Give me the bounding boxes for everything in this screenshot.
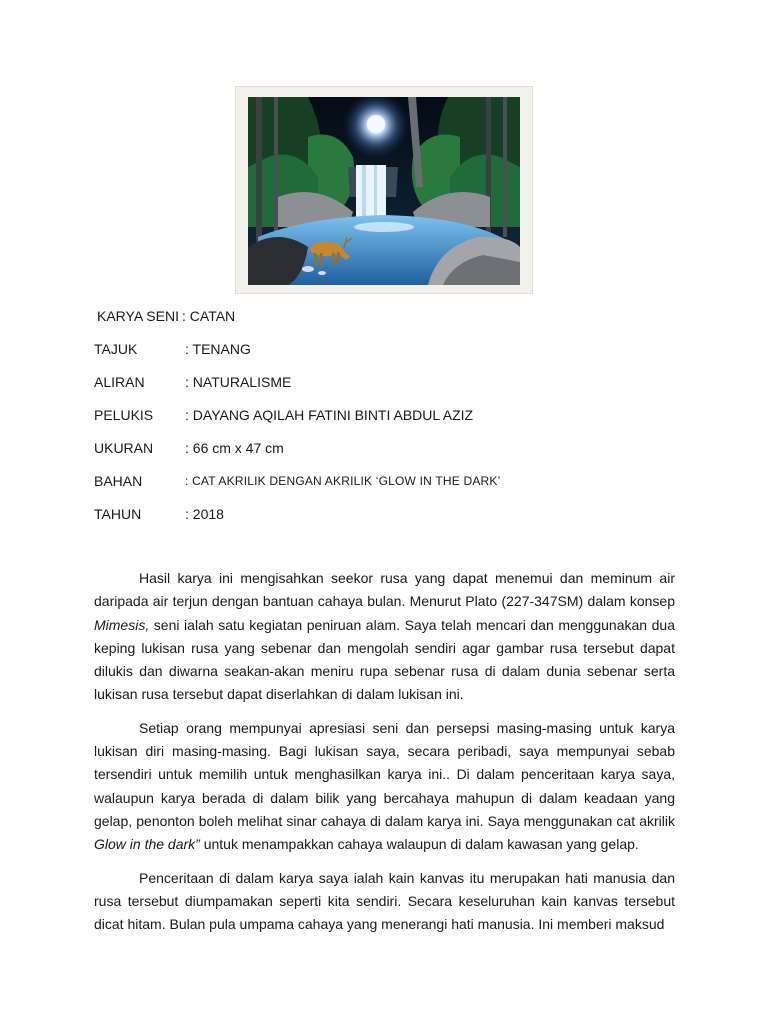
paragraph-emphasis: Glow in the dark” bbox=[94, 836, 200, 853]
detail-label: TAJUK bbox=[94, 341, 138, 357]
detail-value: : TENANG bbox=[185, 341, 251, 357]
detail-value: : NATURALISME bbox=[185, 374, 292, 390]
detail-label: ALIRAN bbox=[94, 374, 145, 390]
detail-value: : DAYANG AQILAH FATINI BINTI ABDUL AZIZ bbox=[185, 407, 474, 423]
detail-value: : 2018 bbox=[185, 506, 224, 522]
detail-label: TAHUN bbox=[94, 506, 142, 522]
description-text bbox=[94, 567, 675, 946]
detail-value: : CAT AKRILIK DENGAN AKRILIK ‘GLOW IN THE DARK’ bbox=[185, 474, 501, 488]
detail-label: BAHAN bbox=[94, 473, 143, 489]
paragraph-1 bbox=[94, 567, 675, 707]
paragraph-text: seni ialah satu kegiatan peniruan alam. Saya telah mencari dan menggunakan dua keping lukisan rusa yang sebenar dan mengolah sendiri agar gambar rusa tersebut dapat dilukis dan diwarna seakan-akan meniru rupa sebenar rusa di dalam dunia sebenar serta lukisan rusa tersebut dapat diserlahkan di dalam lukisan ini. bbox=[94, 616, 675, 703]
detail-value: : 66 cm x 47 cm bbox=[185, 440, 284, 456]
paragraph-emphasis: Mimesis, bbox=[94, 616, 150, 633]
paragraph-text: Penceritaan di dalam karya saya ialah kain kanvas itu merupakan hati manusia dan rusa tersebut diumpamakan seperti kita sendiri. Secara keseluruhan kain kanvas tersebut dicat hitam. Bulan pula umpama cahaya yang menerangi hati manusia. Ini memberi maksud bbox=[94, 869, 675, 933]
detail-label: KARYA SENI bbox=[97, 308, 179, 324]
detail-label: PELUKIS bbox=[94, 407, 154, 423]
paragraph-text: Setiap orang mempunyai apresiasi seni dan persepsi masing-masing untuk karya lukisan diri masing-masing. Bagi lukisan saya, secara peribadi, saya mempunyai sebab tersendiri untuk memilih untuk menghasilkan karya ini.. Di dalam penceritaan karya saya, walaupun karya berada di dalam bilik yang bercahaya mahupun di dalam keadaan yang gelap, penonton boleh melihat sinar cahaya di dalam karya ini. Saya menggunakan cat akrilik bbox=[94, 719, 675, 829]
waterfall-deer-painting-image bbox=[248, 97, 520, 285]
paragraph-3 bbox=[94, 867, 675, 937]
paragraph-text: untuk menampakkan cahaya walaupun di dalam kawasan yang gelap. bbox=[199, 836, 639, 853]
paragraph-2 bbox=[94, 717, 675, 857]
detail-value: : CATAN bbox=[182, 308, 236, 324]
detail-label: UKURAN bbox=[94, 440, 154, 456]
artwork-painting bbox=[236, 87, 532, 293]
paragraph-text: Hasil karya ini mengisahkan seekor rusa yang dapat menemui dan meminum air daripada air terjun dengan bantuan cahaya bulan. Menurut Plato (227-347SM) dalam konsep bbox=[94, 570, 675, 610]
